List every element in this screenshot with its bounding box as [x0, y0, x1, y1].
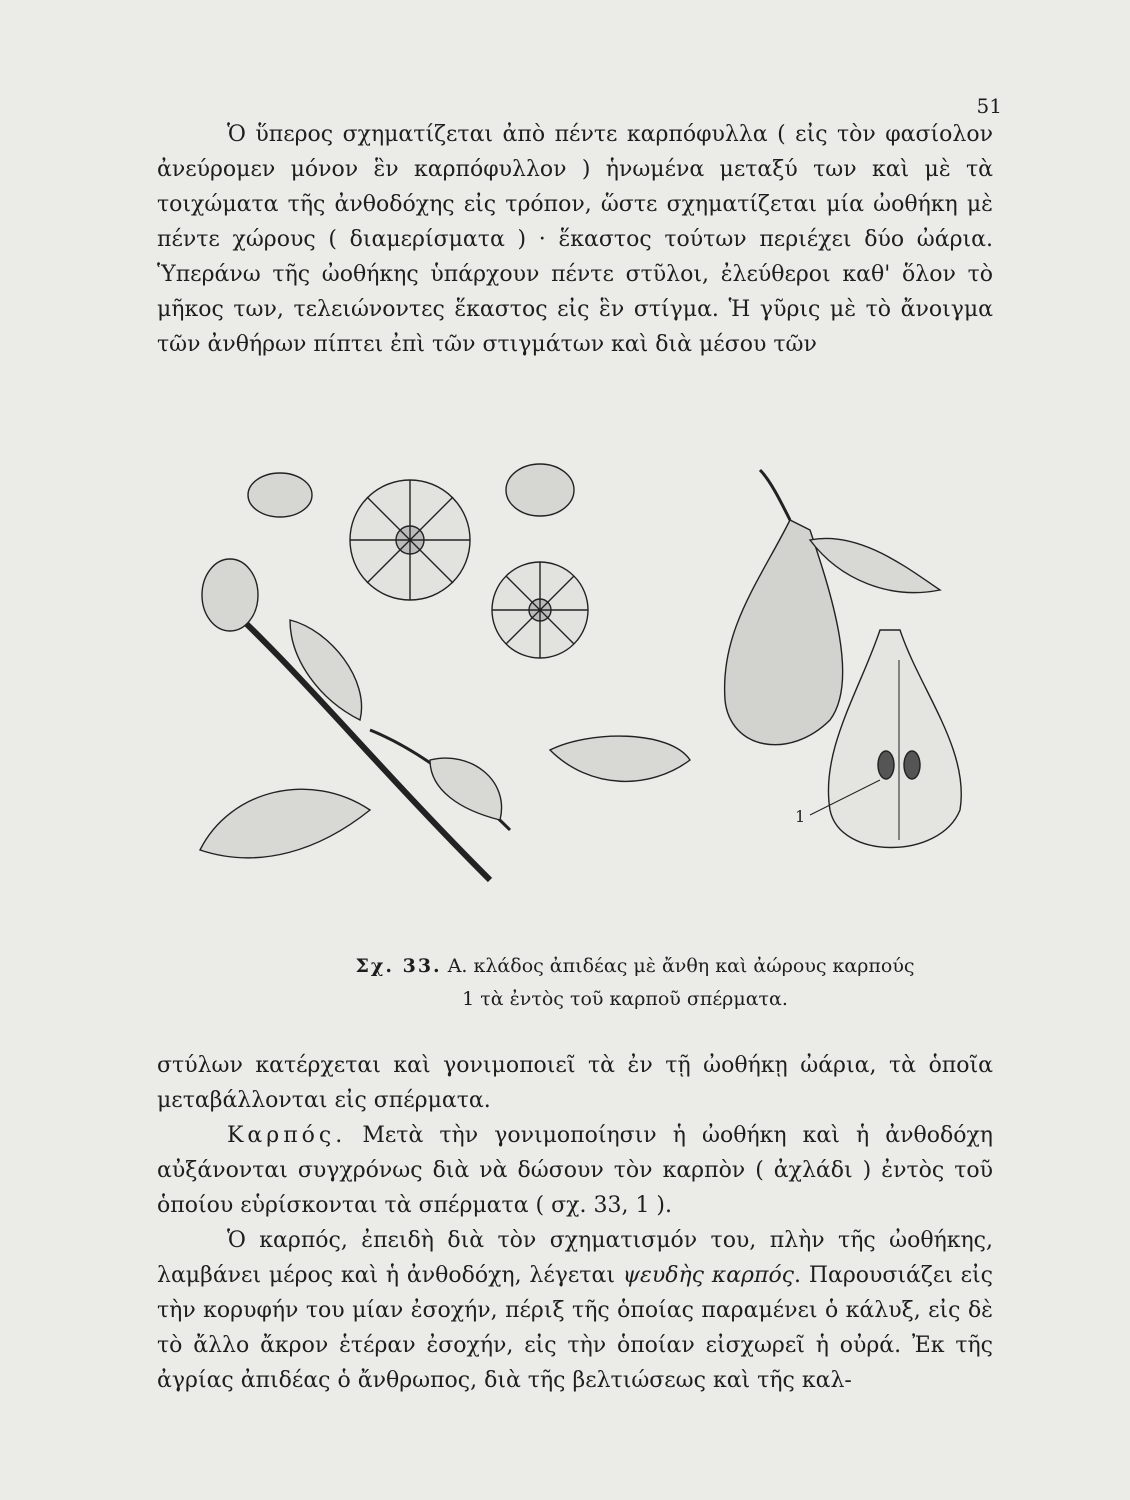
figure-caption [70, 952, 1130, 980]
pear-branch-illustration [170, 430, 1020, 900]
paragraph-false-fruit-after: . Παρουσιάζει εἰς τὴν κορυφήν του μίαν ἐσοχήν, πέριξ τῆς ὁποίας παραμένει ὁ κάλυξ, εἰς δὲ τὸ ἄλλο ἄκρον ἑτέραν ἐσοχήν, εἰς τὴν ὁποίαν εἰσχωρεῖ ἡ οὐρά. Ἐκ τῆς ἀγρίας ἀπιδέας ὁ ἄνθρωπος, διὰ τῆς βελτιώσεως καὶ τῆς καλ- [157, 1263, 994, 1393]
paragraph-fruit [157, 1048, 993, 1398]
leaf-icon [810, 538, 940, 592]
flower-icon [350, 480, 470, 600]
figure-caption-number: Σχ. 33. [355, 955, 442, 977]
pear-cross-section-icon [828, 630, 961, 848]
paragraph-fruit-body: Μετὰ τὴν γονιμοποίησιν ἡ ὠοθήκη καὶ ἡ ἀνθοδόχη αὐξάνονται συγχρόνως διὰ νὰ δώσουν τὸν καρπὸν ( ἀχλάδι ) ἐντὸς τοῦ ὁποίου εὑρίσκονται τὰ σπέρματα ( σχ. 33, 1 ). [157, 1123, 993, 1218]
figure-caption-line1: Α. κλάδος ἀπιδέας μὲ ἄνθη καὶ ἀώρους καρπούς [447, 955, 915, 977]
leaf-icon [200, 789, 370, 858]
paragraph-styles-text: στύλων κατέρχεται καὶ γονιμοποιεῖ τὰ ἐν τῇ ὠοθήκῃ ὠάρια, τὰ ὁποῖα μεταβάλλονται εἰς σπέρματα. [157, 1053, 993, 1113]
section-heading-fruit: Καρπός. [227, 1123, 347, 1148]
paragraph-ovary [157, 117, 993, 362]
leaf-icon [550, 736, 690, 781]
page-number: 51 [976, 94, 1002, 118]
term-false-fruit: ψευδὴς καρπός [622, 1263, 795, 1288]
flower-icon [492, 562, 588, 658]
paragraph-false-fruit [157, 1223, 993, 1398]
paragraph-false-fruit-before: Ὁ καρπός, ἐπειδὴ διὰ τὸν σχηματισμόν του, πλὴν τῆς ὠοθήκης, λαμβάνει μέρος καὶ ἡ ἀνθοδόχη, λέγεται [157, 1228, 993, 1288]
paragraph-fruit-text [157, 1118, 993, 1223]
leaf-icon [430, 758, 502, 820]
figure-caption-line2: 1 τὰ ἐντὸς τοῦ καρποῦ σπέρματα. [462, 988, 788, 1010]
figure-callout-label: 1 [795, 807, 806, 826]
paragraph-ovary-text: Ὁ ὕπερος σχηματίζεται ἀπὸ πέντε καρπόφυλλα ( εἰς τὸν φασίολον ἀνεύρομεν μόνον ἓν καρπόφυλλον ) ἡνωμένα μεταξύ των καὶ μὲ τὰ τοιχώματα τῆς ἀνθοδόχης εἰς τρόπον, ὥστε σχηματίζεται μία ὠοθήκη μὲ πέντε χώρους ( διαμερίσματα ) · ἕκαστος τούτων περιέχει δύο ὠάρια. Ὑπεράνω τῆς ὠοθήκης ὑπάρχουν πέντε στῦλοι, ἐλεύθεροι καθ' ὅλον τὸ μῆκος των, τελειώνοντες ἕκαστος εἰς ἓν στίγμα. Ἡ γῦρις μὲ τὸ ἄνοιγμα τῶν ἀνθήρων πίπτει ἐπὶ τῶν στιγμάτων καὶ διὰ μέσου τῶν [157, 122, 993, 357]
